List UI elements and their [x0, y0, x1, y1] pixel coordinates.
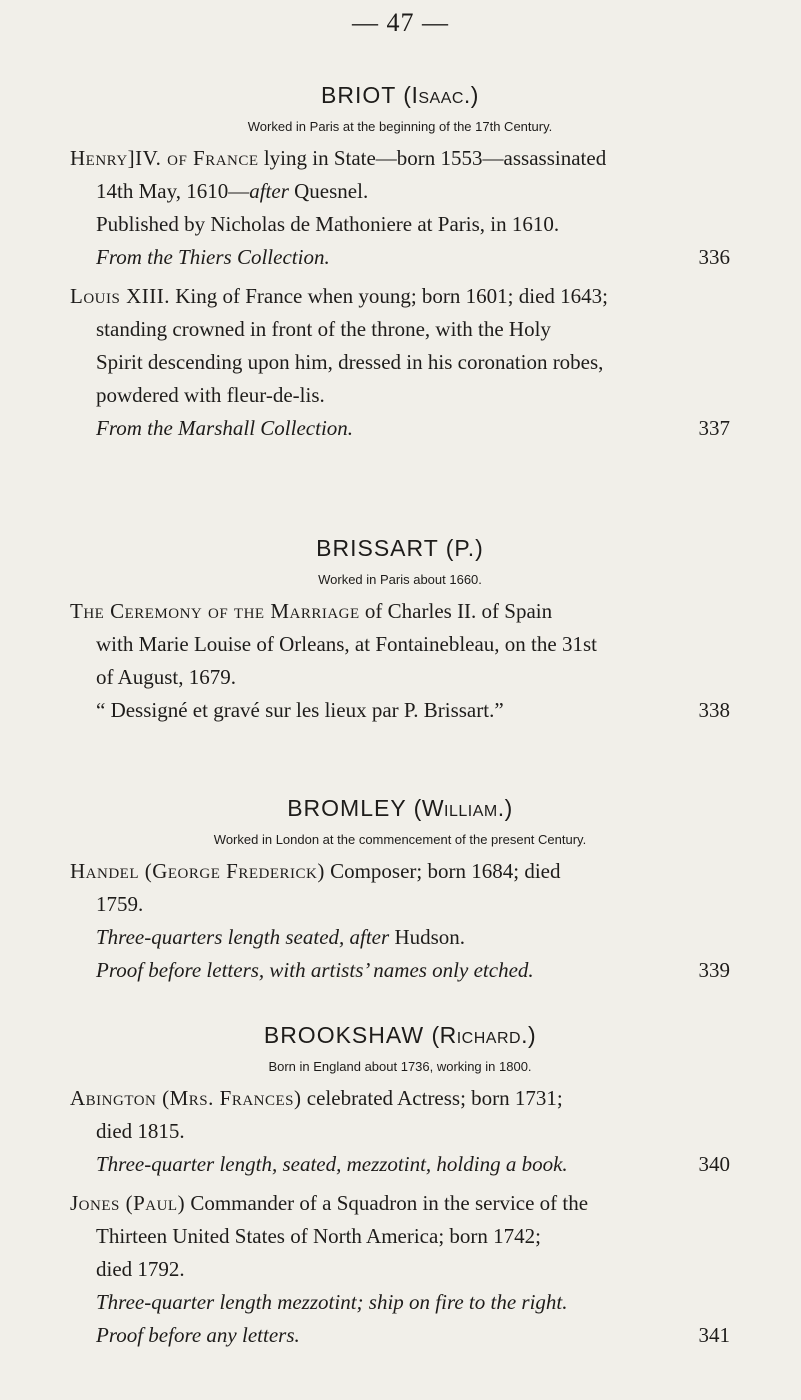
- artist-given-name: (William.): [413, 795, 513, 821]
- artist-note: Worked in Paris about 1660.: [318, 572, 482, 587]
- entry-number: 338: [698, 698, 730, 722]
- artist-section-brookshaw: [70, 1022, 730, 1358]
- artist-note: Worked in London at the commencement of the present Century.: [213, 832, 587, 847]
- entry-source: Proof before letters, with artists’ names only etched.: [96, 958, 534, 982]
- catalogue-entry-341: Jones (Paul) Commander of a Squadron in the service of the Thirteen United States of North America; born 1742; died 1792. Three-quarter length mezzotint; ship on fire to the right. Proof before any letters. 341: [70, 1187, 730, 1352]
- artist-given-name: (Richard.): [431, 1022, 537, 1048]
- artist-section-bromley: [70, 795, 730, 993]
- artist-name: BROOKSHAW: [263, 1022, 425, 1048]
- catalogue-entry-336: Henry]IV. of France lying in State—born 1553—assassinated 14th May, 1610—after Quesnel. Published by Nicholas de Mathoniere at Paris, in 1610. From the Thiers Collection. 336: [70, 142, 730, 274]
- entry-quote: “ Dessigné et gravé sur les lieux par P. Brissart.”: [96, 698, 504, 722]
- entry-title: Handel (George Frederick): [70, 859, 325, 883]
- catalogue-entry-337: Louis XIII. King of France when young; born 1601; died 1643; standing crowned in front of the throne, with the Holy Spirit descending upon him, dressed in his coronation robes, powdered with fleur-de-lis. From the Marshall Collection. 337: [70, 280, 730, 445]
- entry-number: 340: [698, 1152, 730, 1176]
- entry-number: 341: [698, 1323, 730, 1347]
- entry-title: Louis XIII.: [70, 284, 170, 308]
- artist-heading: [70, 535, 730, 562]
- catalogue-entry-338: The Ceremony of the Marriage of Charles II. of Spain with Marie Louise of Orleans, at Fontainebleau, on the 31st of August, 1679. “ Dessigné et gravé sur les lieux par P. Brissart.” 338: [70, 595, 730, 727]
- entry-number: 339: [698, 958, 730, 982]
- artist-note: Worked in Paris at the beginning of the 17th Century.: [247, 119, 553, 134]
- page-number: — 47 —: [352, 8, 449, 37]
- artist-given-name: (P.): [445, 535, 484, 561]
- artist-section-briot: [70, 82, 730, 451]
- entry-source: From the Thiers Collection.: [96, 245, 330, 269]
- entry-title: Henry]IV. of France: [70, 146, 259, 170]
- artist-heading: [70, 795, 730, 822]
- artist-name: BRISSART: [316, 535, 439, 561]
- catalogue-entry-339: Handel (George Frederick) Composer; born 1684; died 1759. Three-quarters length seated, after Hudson. Proof before letters, with artists’ names only etched. 339: [70, 855, 730, 987]
- artist-heading: [70, 82, 730, 109]
- entry-title: Jones (Paul): [70, 1191, 186, 1215]
- entry-source: Three-quarter length, seated, mezzotint, holding a book.: [96, 1152, 568, 1176]
- entry-number: 337: [698, 416, 730, 440]
- entry-source: Proof before any letters.: [96, 1323, 300, 1347]
- artist-section-brissart: [70, 535, 730, 733]
- catalogue-entry-340: Abington (Mrs. Frances) celebrated Actress; born 1731; died 1815. Three-quarter length, seated, mezzotint, holding a book. 340: [70, 1082, 730, 1181]
- artist-name: BROMLEY: [287, 795, 407, 821]
- entry-number: 336: [698, 245, 730, 269]
- artist-given-name: (Isaac.): [403, 82, 479, 108]
- artist-name: BRIOT: [321, 82, 396, 108]
- artist-heading: [70, 1022, 730, 1049]
- entry-source: From the Marshall Collection.: [96, 416, 354, 440]
- entry-title: The Ceremony of the Marriage: [70, 599, 360, 623]
- entry-title: Abington (Mrs. Frances): [70, 1086, 302, 1110]
- artist-note: Born in England about 1736, working in 1800.: [268, 1059, 532, 1074]
